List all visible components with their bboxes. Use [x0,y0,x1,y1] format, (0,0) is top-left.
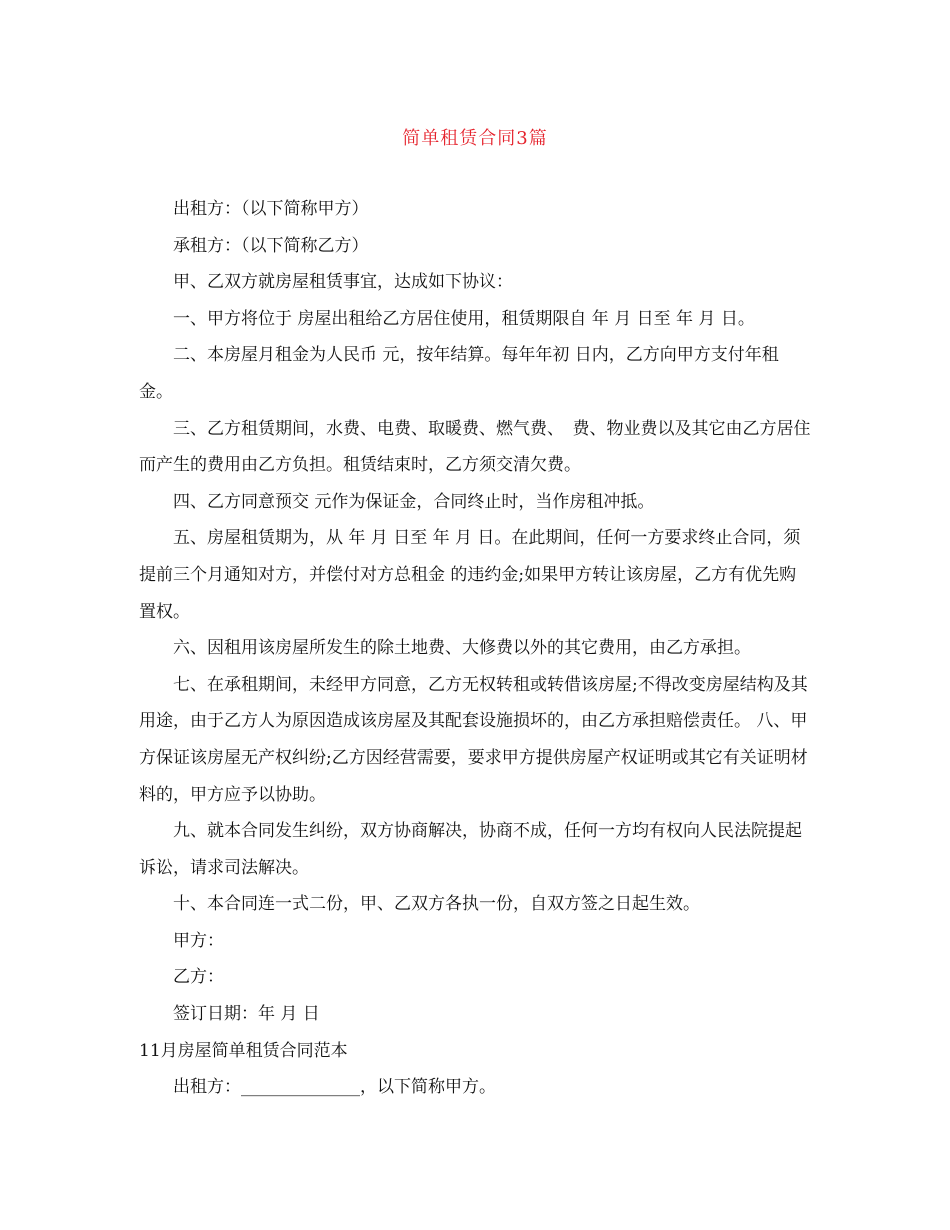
clause-9: 九、就本合同发生纠纷，双方协商解决，协商不成，任何一方均有权向人民法院提起诉讼，请求司法解决。 [139,821,802,878]
clause-5: 五、房屋租赁期为，从 年 月 日至 年 月 日。在此期间，任何一方要求终止合同，须提前三个月通知对方，并偿付对方总租金 的违约金;如果甲方转让该房屋，乙方有优先购置权。 [139,528,801,622]
party-b-signature-line: 乙方： [173,967,224,988]
second-contract-heading: 11月房屋简单租赁合同范本 [139,1040,348,1061]
clause-7-8: 七、在承租期间，未经甲方同意，乙方无权转租或转借该房屋;不得改变房屋结构及其用途，由于乙方人为原因造成该房屋及其配套设施损坏的，由乙方承担赔偿责任。 八、甲方保证该房屋无产权纠纷;乙方因经营需要，要求甲方提供房屋产权证明或其它有关证明材料的，甲方应予以协助。 [139,674,808,805]
signing-date-line: 签订日期：年 月 日 [173,1004,320,1025]
clause-4: 四、乙方同意预交 元作为保证金，合同终止时，当作房租冲抵。 [173,491,655,512]
party-a-signature-line: 甲方： [173,930,224,951]
document-title: 简单租赁合同3篇 [402,128,548,149]
clause-6: 六、因租用该房屋所发生的除土地费、大修费以外的其它费用，由乙方承担。 [173,638,751,659]
clause-3: 三、乙方租赁期间，水费、电费、取暖费、燃气费、 费、物业费以及其它由乙方居住而产生的费用由乙方负担。租赁结束时，乙方须交清欠费。 [139,418,811,476]
second-contract-lessor-line: 出租方：______________，以下简称甲方。 [173,1077,496,1098]
clause-1: 一、甲方将位于 房屋出租给乙方居住使用，租赁期限自 年 月 日至 年 月 日。 [173,308,755,329]
lessor-line: 出租方：（以下简称甲方） [173,199,369,219]
document-body [139,191,811,1106]
clause-2: 二、本房屋月租金为人民币 元，按年结算。每年年初 日内，乙方向甲方支付年租金。 [139,345,779,402]
agreement-intro: 甲、乙双方就房屋租赁事宜，达成如下协议： [173,272,513,293]
lessee-line: 承租方：（以下简称乙方） [173,235,369,256]
clause-10: 十、本合同连一式二份，甲、乙双方各执一份，自双方签之日起生效。 [173,894,700,915]
